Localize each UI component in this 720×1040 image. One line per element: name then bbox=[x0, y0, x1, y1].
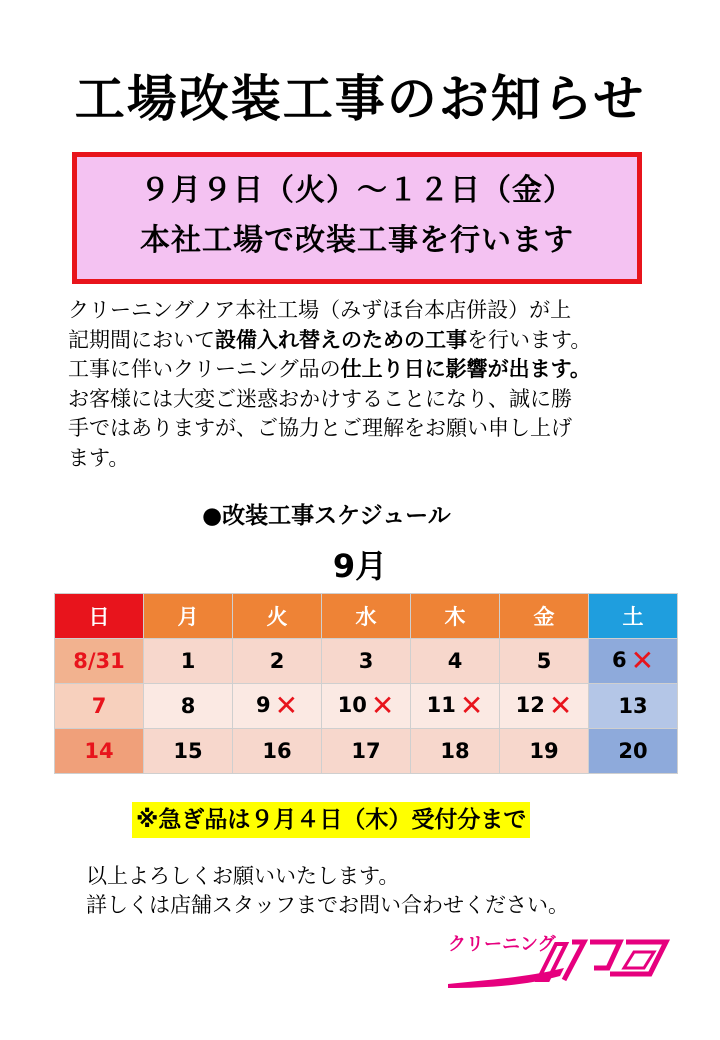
month-label: 9月 bbox=[332, 547, 388, 585]
calendar-header-thu: 木 bbox=[411, 594, 500, 639]
calendar-day: 9 ✕ bbox=[233, 684, 322, 729]
emphasis-text: 仕上り日に影響が出ます。 bbox=[340, 357, 591, 381]
body-line: 工事に伴いクリーニング品の仕上り日に影響が出ます。 bbox=[68, 357, 591, 381]
calendar-day: 1 bbox=[144, 639, 233, 684]
closed-x-icon: ✕ bbox=[370, 689, 395, 722]
calendar-week-row bbox=[55, 729, 678, 774]
calendar-day: 8 bbox=[144, 684, 233, 729]
body-line: ます。 bbox=[68, 445, 130, 470]
closed-x-icon: ✕ bbox=[459, 689, 484, 722]
calendar-week-row bbox=[55, 684, 678, 729]
closed-x-icon: ✕ bbox=[274, 689, 299, 722]
body-paragraph bbox=[68, 296, 668, 473]
closing-line: 詳しくは店舗スタッフまでお問い合わせください。 bbox=[86, 893, 569, 917]
calendar-header-fri: 金 bbox=[500, 594, 589, 639]
closed-x-icon: ✕ bbox=[548, 689, 573, 722]
calendar-header-row bbox=[55, 594, 678, 639]
closing-line: 以上よろしくお願いいたします。 bbox=[86, 864, 400, 888]
calendar-week-row bbox=[55, 639, 678, 684]
page-title: 工場改装工事のお知らせ bbox=[74, 70, 646, 128]
calendar-day: 12 ✕ bbox=[500, 684, 589, 729]
calendar-day: 16 bbox=[233, 729, 322, 774]
calendar-day: 10 ✕ bbox=[322, 684, 411, 729]
calendar-day: 18 bbox=[411, 729, 500, 774]
closed-x-icon: ✕ bbox=[630, 644, 655, 677]
calendar-header-wed: 水 bbox=[322, 594, 411, 639]
calendar-day: 14 bbox=[55, 729, 144, 774]
calendar-day: 17 bbox=[322, 729, 411, 774]
schedule-heading: ●改装工事スケジュール bbox=[202, 503, 451, 529]
calendar-day: 19 bbox=[500, 729, 589, 774]
calendar-header-sun: 日 bbox=[55, 594, 144, 639]
calendar-day: 5 bbox=[500, 639, 589, 684]
calendar-header-mon: 月 bbox=[144, 594, 233, 639]
calendar-day: 15 bbox=[144, 729, 233, 774]
noa-logo-icon bbox=[444, 928, 674, 990]
notice-dates: ９月９日（火）～１２日（金） bbox=[140, 173, 574, 208]
calendar-day: 8/31 bbox=[55, 639, 144, 684]
emphasis-text: 設備入れ替えのための工事 bbox=[215, 327, 467, 352]
calendar-day: 20 bbox=[589, 729, 678, 774]
body-line: 記期間において設備入れ替えのための工事を行います。 bbox=[68, 327, 592, 352]
closing-text bbox=[86, 862, 569, 920]
notice-message: 本社工場で改装工事を行います bbox=[140, 223, 574, 258]
calendar-day: 4 bbox=[411, 639, 500, 684]
calendar-day: 2 bbox=[233, 639, 322, 684]
body-line: 手ではありますが、ご協力とご理解をお願い申し上げ bbox=[68, 416, 572, 440]
calendar-day: 6 ✕ bbox=[589, 639, 678, 684]
calendar-day: 11 ✕ bbox=[411, 684, 500, 729]
notice-box bbox=[72, 152, 642, 284]
logo-text: クリーニング bbox=[448, 934, 556, 954]
calendar-header-sat: 土 bbox=[589, 594, 678, 639]
body-line: お客様には大変ご迷惑おかけすることになり、誠に勝 bbox=[68, 386, 572, 411]
calendar-table bbox=[54, 593, 678, 774]
calendar-day: 13 bbox=[589, 684, 678, 729]
body-line: クリーニングノア本社工場（みずほ台本店併設）が上 bbox=[68, 298, 572, 322]
calendar-header-tue: 火 bbox=[233, 594, 322, 639]
calendar-day: 7 bbox=[55, 684, 144, 729]
calendar-day: 3 bbox=[322, 639, 411, 684]
urgent-notice: ※急ぎ品は９月４日（木）受付分まで bbox=[132, 802, 530, 838]
